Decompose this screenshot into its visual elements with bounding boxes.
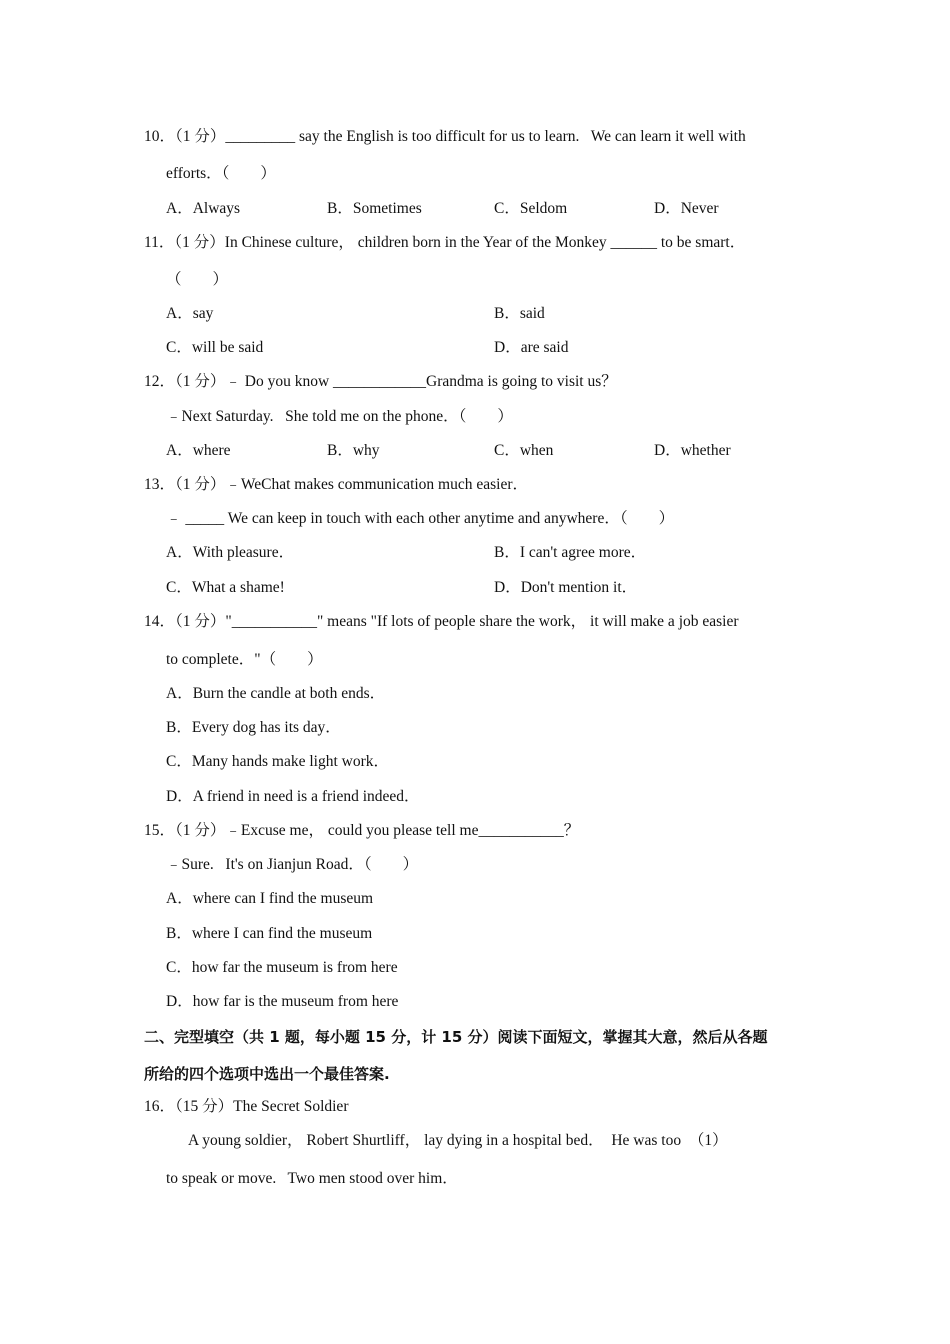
question-14-option-a: A．Burn the candle at both ends． — [166, 685, 386, 702]
question-10-stem: 10．（1 分）_________ say the English is too difficult for us to learn. We can learn it well with — [144, 128, 746, 145]
question-14-continuation: to complete．"（ ） — [166, 651, 323, 668]
question-12-option-a: A．where — [166, 442, 231, 459]
question-15-option-b: B．where I can find the museum — [166, 925, 373, 942]
question-10-option-a: A．Always — [166, 200, 241, 217]
question-13-option-b: B．I can't agree more． — [494, 544, 647, 561]
question-14-option-d: D．A friend in need is a friend indeed． — [166, 788, 420, 805]
question-12-option-d: D．whether — [654, 442, 731, 459]
question-15-option-c: C．how far the museum is from here — [166, 959, 398, 976]
question-15-continuation: ﹣Sure. It's on Jianjun Road．（ ） — [166, 856, 419, 873]
question-10-option-d: D．Never — [654, 200, 719, 217]
question-11-stem: 11．（1 分）In Chinese culture， children born in the Year of the Monkey ______ to be smart． — [144, 234, 746, 251]
question-10-option-b: B．Sometimes — [327, 200, 422, 217]
question-11-option-a: A．say — [166, 305, 214, 322]
question-11-option-c: C．will be said — [166, 339, 264, 356]
question-11-continuation: （ ） — [166, 271, 229, 288]
question-13-stem: 13．（1 分）﹣WeChat makes communication much easier． — [144, 476, 529, 493]
section-2-heading-line-1: 二、完型填空（共 1 题，每小题 15 分，计 15 分）阅读下面短文，掌握其大意，然后从各题 — [144, 1028, 768, 1046]
question-13-option-d: D．Don't mention it． — [494, 579, 638, 596]
question-10-continuation: efforts．（ ） — [166, 165, 276, 182]
question-15-option-a: A．where can I find the museum — [166, 890, 374, 907]
question-13-option-a: A．With pleasure． — [166, 544, 295, 561]
question-12-option-c: C．when — [494, 442, 554, 459]
question-10-option-c: C．Seldom — [494, 200, 568, 217]
passage-paragraph-line-1: A young soldier， Robert Shurtliff， lay dying in a hospital bed． He was too （1） — [188, 1132, 728, 1149]
question-15-option-d: D．how far is the museum from here — [166, 993, 399, 1010]
question-12-stem: 12．（1 分）﹣ Do you know ____________Grandma is going to visit us？ — [144, 373, 617, 390]
question-12-continuation: ﹣Next Saturday. She told me on the phone．（ ） — [166, 408, 513, 425]
question-13-continuation: ﹣ _____ We can keep in touch with each other anytime and anywhere．（ ） — [166, 510, 675, 527]
question-11-option-d: D．are said — [494, 339, 569, 356]
question-16-stem: 16．（15 分）The Secret Soldier — [144, 1098, 349, 1115]
passage-paragraph-line-2: to speak or move. Two men stood over him． — [166, 1170, 458, 1187]
question-14-option-c: C．Many hands make light work． — [166, 753, 390, 770]
question-14-option-b: B．Every dog has its day． — [166, 719, 341, 736]
question-15-stem: 15．（1 分）﹣Excuse me， could you please tell me___________？ — [144, 822, 580, 839]
question-14-stem: 14．（1 分）"___________" means "If lots of people share the work， it will make a job easier — [144, 613, 739, 630]
question-12-option-b: B．why — [327, 442, 380, 459]
question-11-option-b: B．said — [494, 305, 545, 322]
section-2-heading-line-2: 所给的四个选项中选出一个最佳答案. — [144, 1065, 390, 1083]
question-13-option-c: C．What a shame! — [166, 579, 285, 596]
